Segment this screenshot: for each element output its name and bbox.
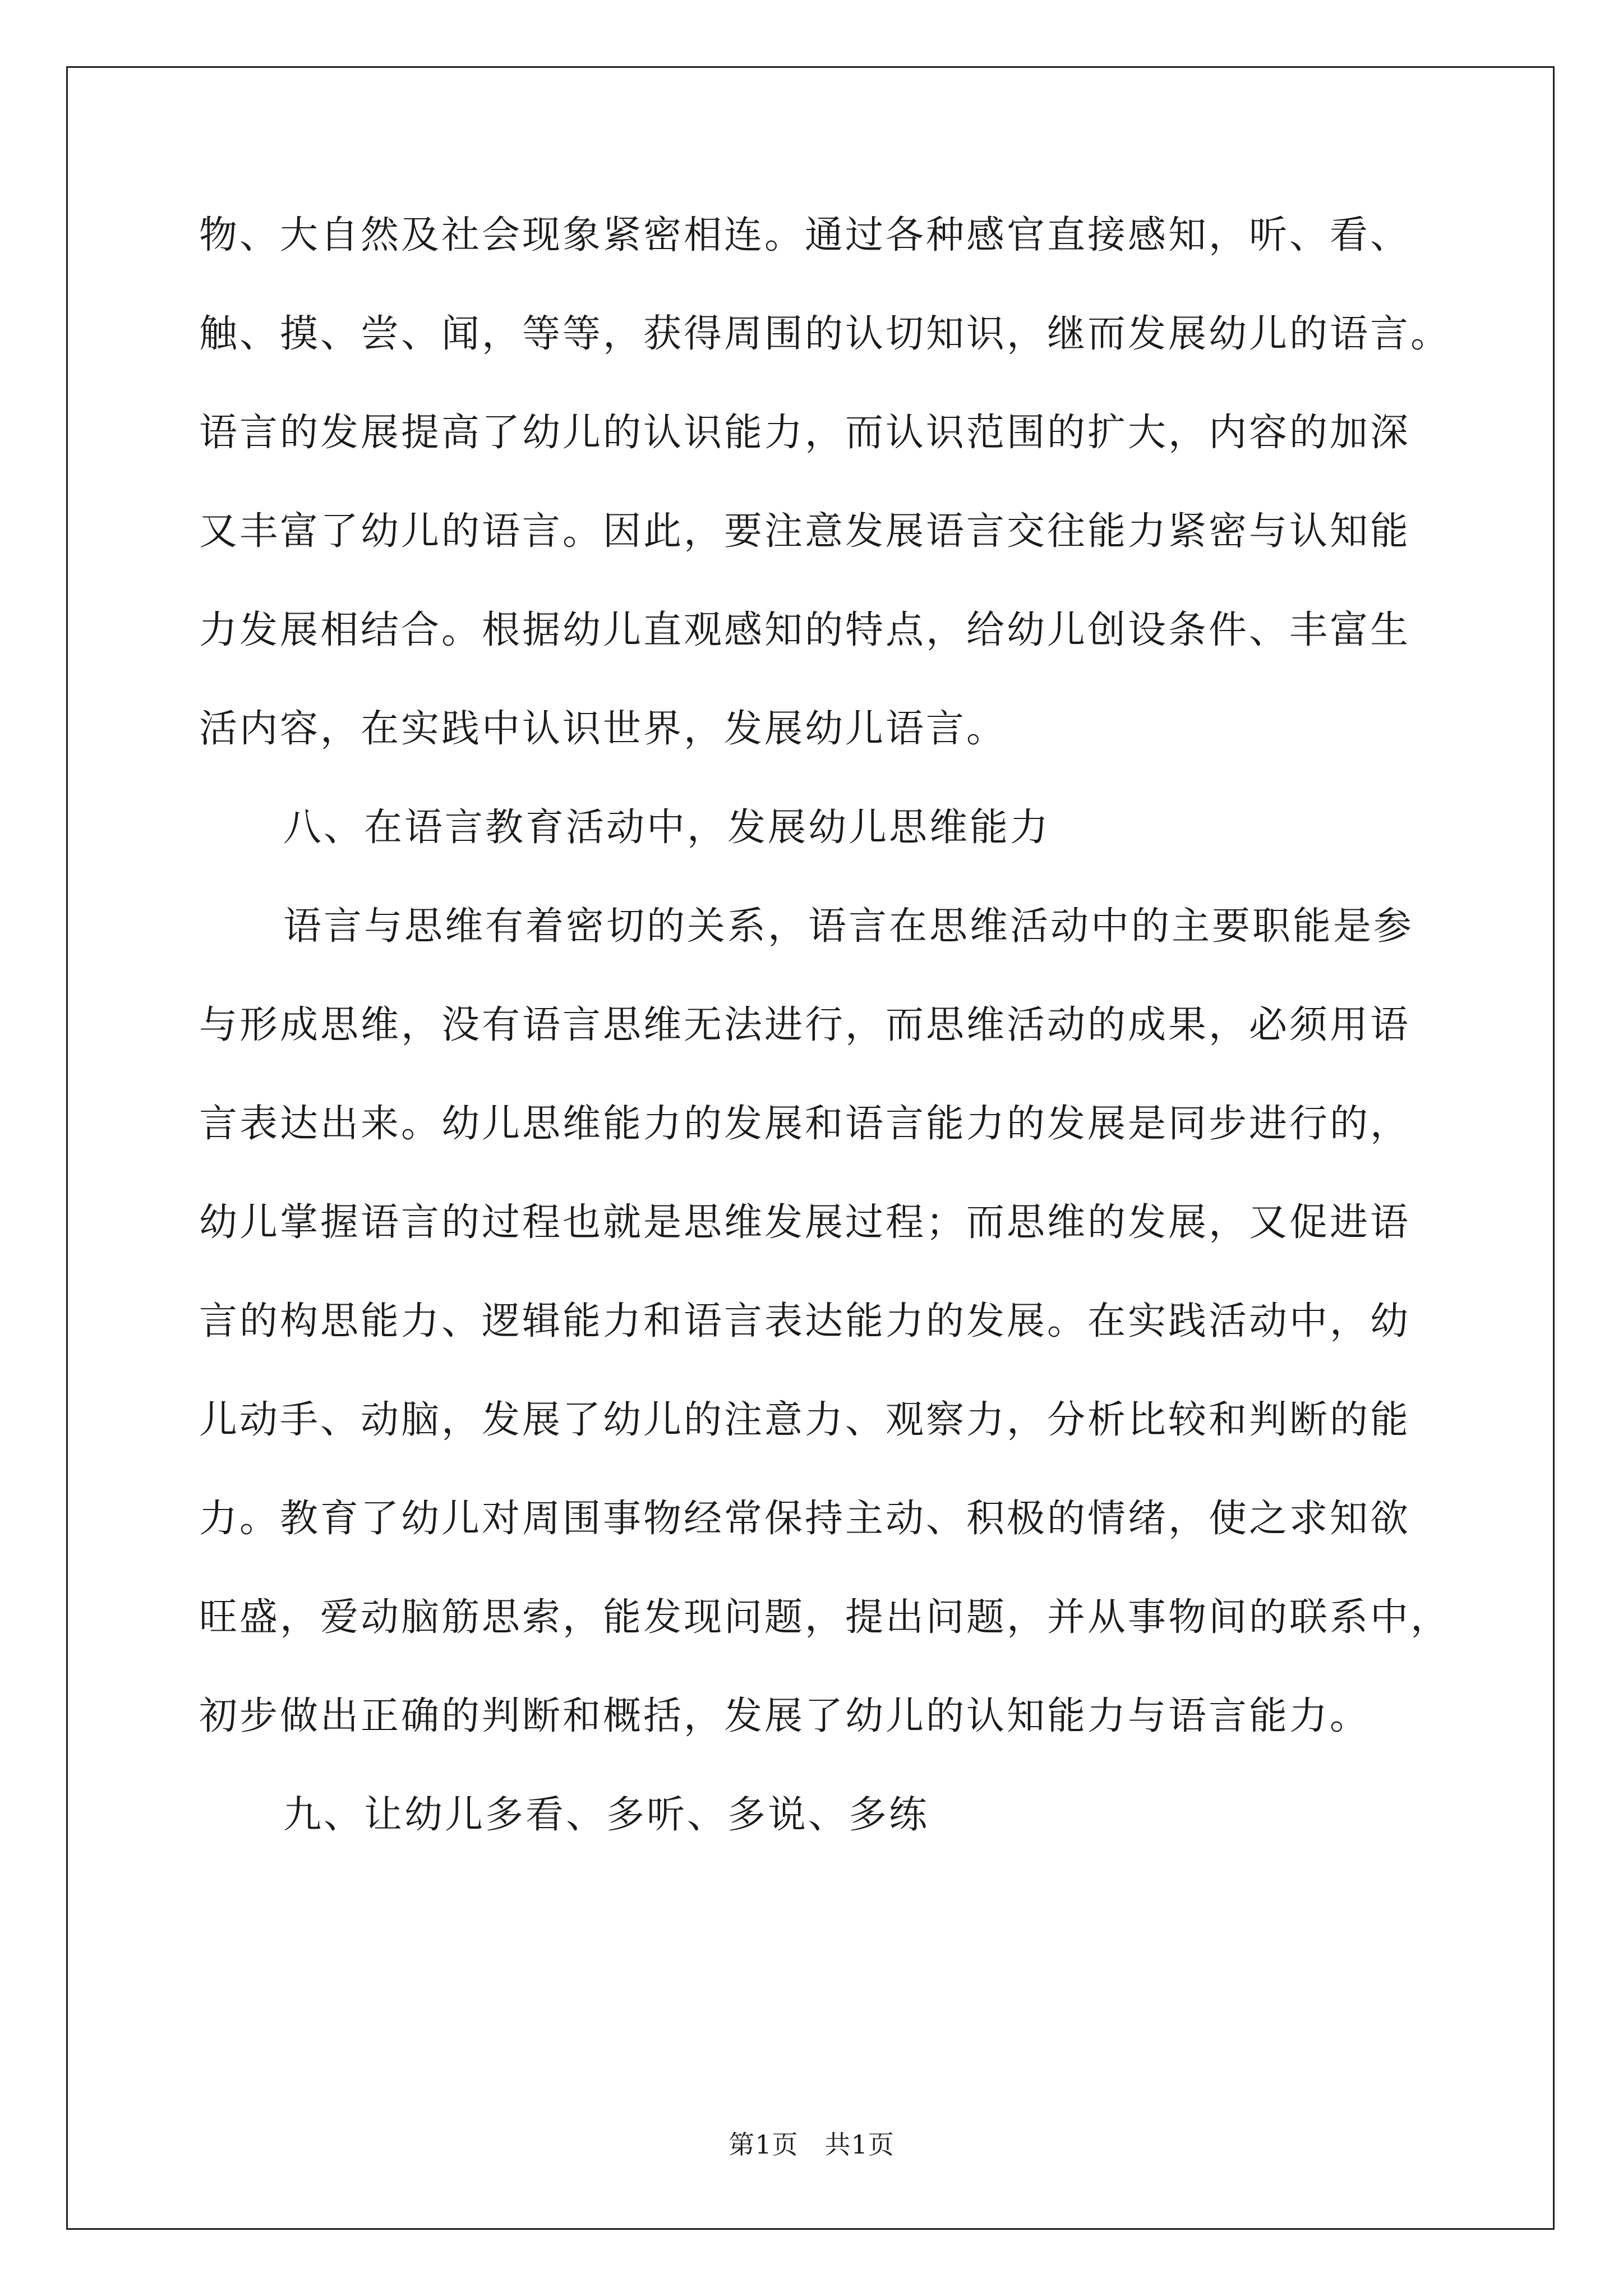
body-line: 活内容，在实践中认识世界，发展幼儿语言。 — [199, 707, 1007, 751]
body-line: 又丰富了幼儿的语言。因此，要注意发展语言交往能力紧密与认知能 — [199, 509, 1411, 554]
body-line: 幼儿掌握语言的过程也就是思维发展过程；而思维的发展，又促进语 — [199, 1200, 1411, 1245]
body-line: 言的构思能力、逻辑能力和语言表达能力的发展。在实践活动中，幼 — [199, 1299, 1411, 1343]
page-border — [66, 66, 1555, 2230]
body-line: 初步做出正确的判断和概括，发展了幼儿的认知能力与语言能力。 — [199, 1694, 1371, 1738]
body-line: 语言的发展提高了幼儿的认识能力，而认识范围的扩大，内容的加深 — [199, 411, 1411, 455]
body-line: 旺盛，爱动脑筋思索，能发现问题，提出问题，并从事物间的联系中， — [199, 1595, 1451, 1640]
page-number-footer: 第1页 共1页 — [728, 2129, 895, 2160]
body-line: 言表达出来。幼儿思维能力的发展和语言能力的发展是同步进行的， — [199, 1102, 1411, 1146]
section-heading-9: 九、让幼儿多看、多听、多说、多练 — [283, 1793, 930, 1837]
body-line: 力发展相结合。根据幼儿直观感知的特点，给幼儿创设条件、丰富生 — [199, 608, 1411, 652]
body-line: 儿动手、动脑，发展了幼儿的注意力、观察力，分析比较和判断的能 — [199, 1398, 1411, 1442]
paragraph-start-line: 语言与思维有着密切的关系，语言在思维活动中的主要职能是参 — [283, 904, 1414, 949]
body-line: 物、大自然及社会现象紧密相连。通过各种感官直接感知，听、看、 — [199, 213, 1411, 257]
body-line: 力。教育了幼儿对周围事物经常保持主动、积极的情绪，使之求知欲 — [199, 1497, 1411, 1541]
section-heading-8: 八、在语言教育活动中，发展幼儿思维能力 — [283, 806, 1051, 850]
body-line: 与形成思维，没有语言思维无法进行，而思维活动的成果，必须用语 — [199, 1003, 1411, 1047]
body-line: 触、摸、尝、闻，等等，获得周围的认切知识，继而发展幼儿的语言。 — [199, 312, 1451, 356]
